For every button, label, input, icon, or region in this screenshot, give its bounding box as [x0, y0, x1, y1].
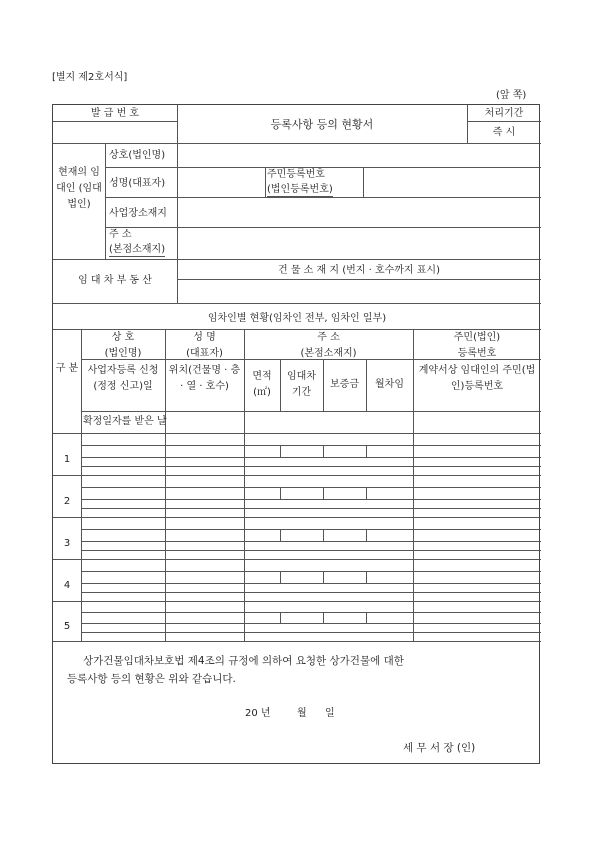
lessee-section-title: 임차인별 현황(임차인 전부, 임차인 일부)	[207, 313, 387, 324]
row-number-2: 2	[63, 496, 71, 507]
division-column-label: 구 분	[55, 363, 79, 374]
deposit-label: 보증금	[330, 379, 359, 390]
lessee-row-3-fields[interactable]	[82, 518, 540, 558]
leased-property-label: 임 대 차 부 동 산	[78, 275, 152, 286]
lessee-row-2-fields[interactable]	[82, 476, 540, 516]
current-lessor-label: 현재의 임대인 (임대 법인)	[56, 167, 102, 210]
business-address-label: 사업장소재지	[109, 208, 167, 219]
trade-name-label: 상호(법인명)	[109, 150, 166, 161]
lease-term-label-2: 기간	[291, 387, 312, 398]
date-day: 일	[325, 708, 335, 719]
lessee-name-label-2: (대표자)	[186, 348, 223, 359]
form-title: 등록사항 등의 현황서	[270, 118, 374, 131]
statement-line-2: 등록사항 등의 현황은 위와 같습니다.	[67, 673, 236, 685]
lessee-trade-label-2: (법인명)	[104, 348, 142, 359]
lessee-address-label-2: (본점소재지)	[300, 348, 357, 359]
contract-lessor-registration-label: 계약서상 임대인의 주민(법인)등록번호	[418, 365, 536, 392]
processing-period-value: 즉 시	[492, 127, 516, 138]
lessee-row-4-fields[interactable]	[82, 560, 540, 600]
issue-number-label: 발 급 번 호	[90, 108, 140, 119]
date-month: 월	[297, 708, 307, 719]
address-label-2: (본점소재지)	[109, 244, 166, 255]
lessee-registration-label-1: 주민(법인)	[453, 332, 501, 343]
building-location-label: 건 물 소 재 지 (번지 · 호수까지 표시)	[278, 265, 440, 276]
registration-number-label-2: (법인등록번호)	[267, 184, 333, 195]
lessee-address-label-1: 주 소	[317, 332, 340, 343]
lessee-row-1-fields[interactable]	[82, 434, 540, 474]
form-number: [별지 제2호서식]	[52, 72, 128, 83]
monthly-rent-label: 월차임	[375, 379, 404, 390]
row-number-1: 1	[63, 454, 71, 465]
lessee-registration-label-2: 등록번호	[457, 348, 497, 359]
date-year: 20 년	[245, 708, 271, 719]
page-side-label: (앞 쪽)	[496, 90, 527, 101]
processing-period-label: 처리기간	[484, 108, 524, 119]
area-label-2: (㎡)	[253, 387, 271, 398]
tax-office-signer: 세 무 서 장 (인)	[403, 742, 476, 754]
lessee-row-5-fields[interactable]	[82, 602, 540, 640]
area-label-1: 면적	[252, 371, 272, 382]
registration-number-label-1: 주민등록번호	[267, 169, 325, 180]
statement-line-1: 상가건물임대차보호법 제4조의 규정에 의하여 요청한 상가건물에 대한	[83, 655, 404, 667]
business-registration-date-label: 사업자등록 신청(정정 신고)일	[87, 365, 159, 392]
row-number-4: 4	[63, 580, 71, 591]
row-number-3: 3	[63, 538, 71, 549]
lease-term-label-1: 임대차	[287, 371, 316, 382]
registration-status-form	[52, 104, 540, 764]
representative-name-label: 성명(대표자)	[109, 178, 166, 189]
lessee-name-label-1: 성 명	[193, 332, 216, 343]
fixed-date-label: 확정일자를 받은 날	[83, 416, 167, 427]
address-label-1: 주 소	[109, 229, 132, 240]
unit-location-label: 위치(건물명 · 층 · 열 · 호수)	[168, 365, 241, 392]
row-number-5: 5	[63, 621, 71, 632]
lessee-trade-label-1: 상 호	[111, 332, 135, 343]
